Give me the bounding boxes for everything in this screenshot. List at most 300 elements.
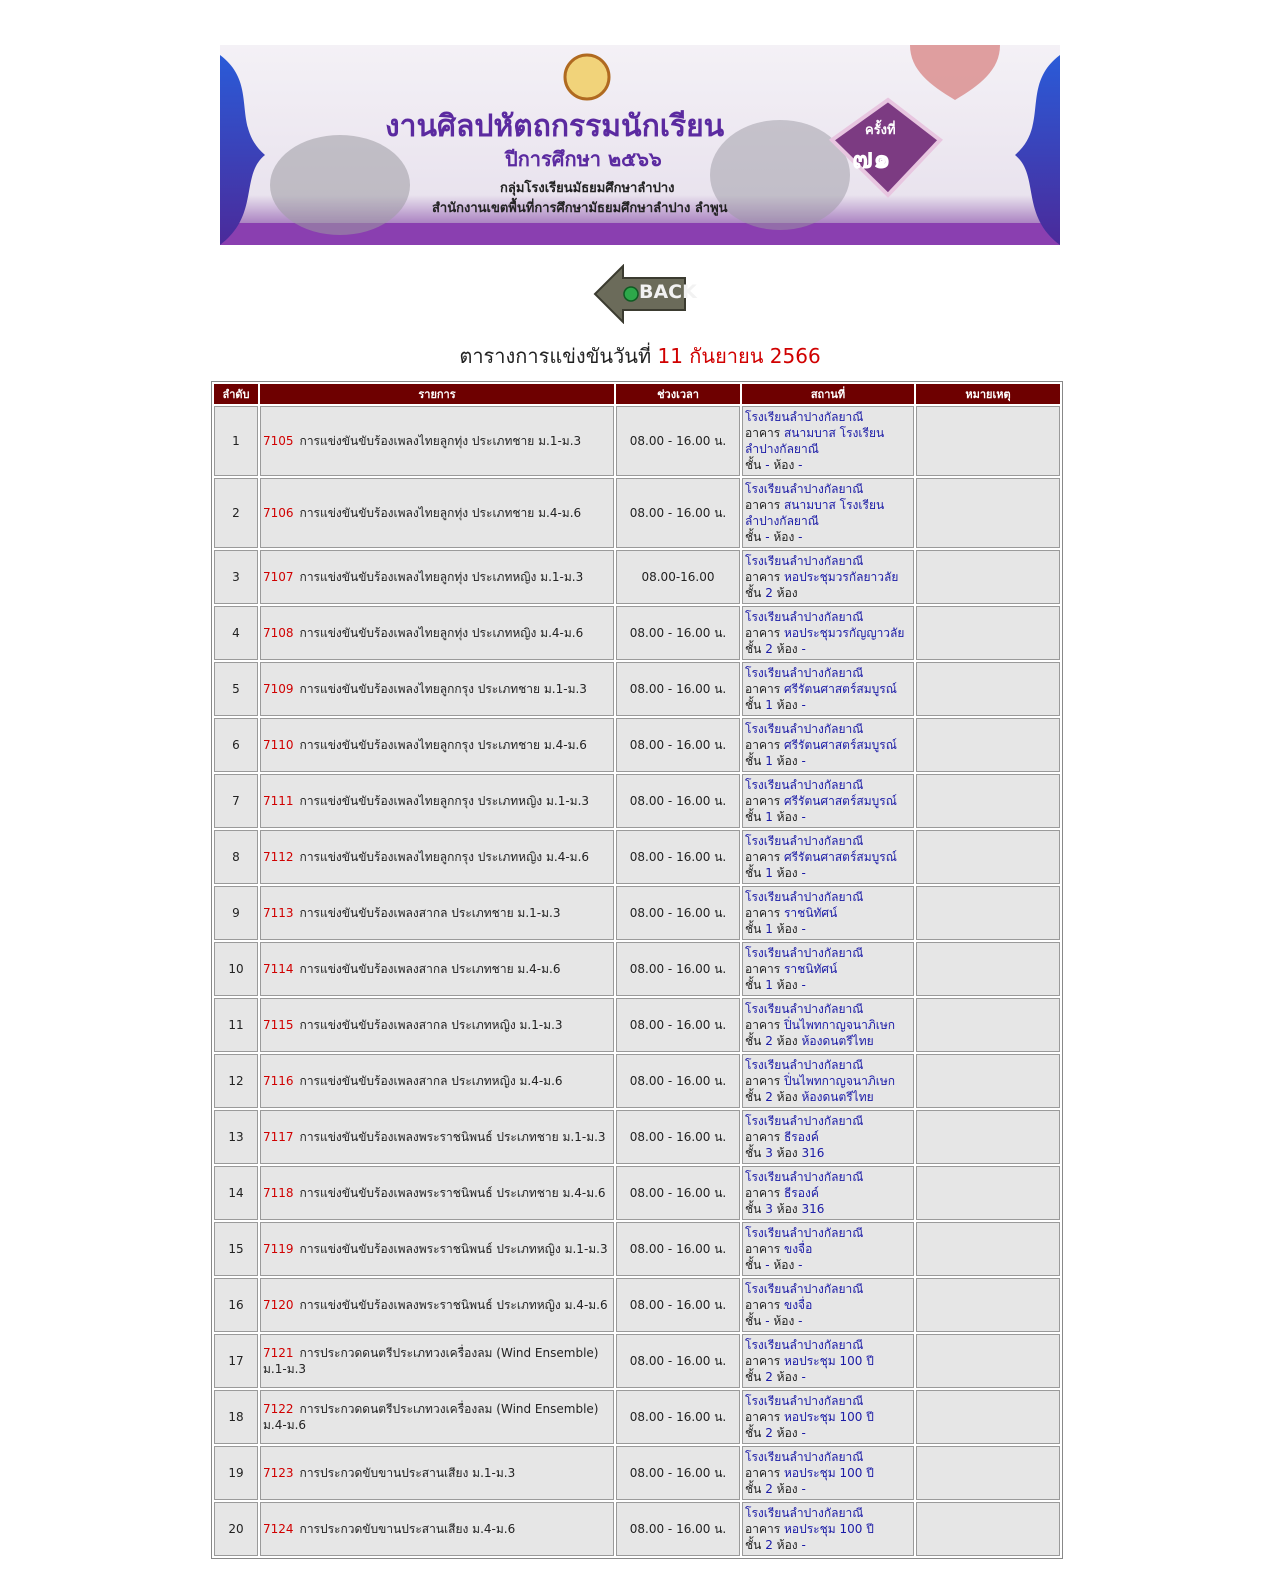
row-item xyxy=(260,1222,614,1276)
event-name: การแข่งขันขับร้องเพลงไทยลูกกรุง ประเภทชาย ม.1-ม.3 xyxy=(299,682,587,696)
banner-title: งานศิลปหัตถกรรมนักเรียน xyxy=(385,109,725,144)
school-link[interactable]: โรงเรียนลำปางกัลยาณี xyxy=(745,1282,864,1296)
floor-value: 2 xyxy=(765,1090,773,1104)
row-time: 08.00 - 16.00 น. xyxy=(616,1278,740,1332)
row-note xyxy=(916,1334,1060,1388)
event-name: การแข่งขันขับร้องเพลงสากล ประเภทหญิง ม.1-ม.3 xyxy=(299,1018,563,1032)
school-link[interactable]: โรงเรียนลำปางกัลยาณี xyxy=(745,778,864,792)
building-name: สนามบาส โรงเรียนลำปางกัลยาณี xyxy=(745,426,885,456)
building-name: หอประชุม 100 ปี xyxy=(783,1466,874,1480)
row-number: 7 xyxy=(214,774,258,828)
building-name: ธีรองค์ xyxy=(783,1186,819,1200)
table-row xyxy=(214,1446,1060,1500)
header-time: ช่วงเวลา xyxy=(616,384,740,404)
school-link[interactable]: โรงเรียนลำปางกัลยาณี xyxy=(745,1394,864,1408)
room-value: 316 xyxy=(801,1202,825,1216)
table-row xyxy=(214,1502,1060,1556)
table-row xyxy=(214,1110,1060,1164)
back-button[interactable] xyxy=(593,264,697,324)
row-note xyxy=(916,1222,1060,1276)
building-name: ศรีรัตนศาสตร์สมบูรณ์ xyxy=(783,794,897,808)
building-prefix: อาคาร xyxy=(745,498,781,512)
table-row xyxy=(214,478,1060,548)
floor-prefix: ชั้น xyxy=(745,810,762,824)
school-link[interactable]: โรงเรียนลำปางกัลยาณี xyxy=(745,610,864,624)
row-item xyxy=(260,1054,614,1108)
event-code: 7123 xyxy=(263,1466,294,1480)
building-name: หอประชุม 100 ปี xyxy=(783,1354,874,1368)
room-value: - xyxy=(801,698,806,712)
room-value: - xyxy=(798,1258,803,1272)
event-name: การแข่งขันขับร้องเพลงไทยลูกทุ่ง ประเภทหญิง ม.4-ม.6 xyxy=(299,626,584,640)
floor-prefix: ชั้น xyxy=(745,458,762,472)
building-prefix: อาคาร xyxy=(745,794,781,808)
event-code: 7117 xyxy=(263,1130,294,1144)
event-code: 7116 xyxy=(263,1074,294,1088)
row-number: 18 xyxy=(214,1390,258,1444)
floor-value: 2 xyxy=(765,1482,773,1496)
floor-prefix: ชั้น xyxy=(745,1426,762,1440)
row-time: 08.00 - 16.00 น. xyxy=(616,718,740,772)
room-value: - xyxy=(801,1370,806,1384)
table-header-row xyxy=(214,384,1060,404)
schedule-table xyxy=(211,381,1063,1559)
row-note xyxy=(916,1166,1060,1220)
row-item xyxy=(260,406,614,476)
event-name: การแข่งขันขับร้องเพลงไทยลูกทุ่ง ประเภทหญิง ม.1-ม.3 xyxy=(299,570,584,584)
floor-prefix: ชั้น xyxy=(745,866,762,880)
building-prefix: อาคาร xyxy=(745,850,781,864)
floor-value: 2 xyxy=(765,586,773,600)
event-name: การแข่งขันขับร้องเพลงสากล ประเภทชาย ม.1-ม.3 xyxy=(299,906,561,920)
row-time: 08.00 - 16.00 น. xyxy=(616,1446,740,1500)
event-code: 7120 xyxy=(263,1298,294,1312)
room-value: - xyxy=(801,754,806,768)
floor-value: 1 xyxy=(765,922,773,936)
row-location xyxy=(742,550,914,604)
room-prefix: ห้อง xyxy=(776,1146,798,1160)
row-item xyxy=(260,606,614,660)
building-name: ธีรองค์ xyxy=(783,1130,819,1144)
building-prefix: อาคาร xyxy=(745,1466,781,1480)
room-prefix: ห้อง xyxy=(773,1258,795,1272)
row-time: 08.00 - 16.00 น. xyxy=(616,1166,740,1220)
table-row xyxy=(214,406,1060,476)
event-code: 7106 xyxy=(263,506,294,520)
building-name: ปิ่นไพทกาญจนาภิเษก xyxy=(783,1018,896,1032)
table-row xyxy=(214,550,1060,604)
floor-prefix: ชั้น xyxy=(745,1370,762,1384)
building-prefix: อาคาร xyxy=(745,1186,781,1200)
room-value: - xyxy=(798,1314,803,1328)
event-name: การประกวดดนตรีประเภทวงเครื่องลม (Wind Ensemble) ม.4-ม.6 xyxy=(263,1402,599,1432)
school-link[interactable]: โรงเรียนลำปางกัลยาณี xyxy=(745,1114,864,1128)
school-link[interactable]: โรงเรียนลำปางกัลยาณี xyxy=(745,554,864,568)
room-value: ห้องดนตรีไทย xyxy=(801,1090,874,1104)
event-name: การแข่งขันขับร้องเพลงสากล ประเภทหญิง ม.4-ม.6 xyxy=(299,1074,563,1088)
floor-prefix: ชั้น xyxy=(745,922,762,936)
event-name: การแข่งขันขับร้องเพลงพระราชนิพนธ์ ประเภทหญิง ม.4-ม.6 xyxy=(299,1298,608,1312)
room-prefix: ห้อง xyxy=(776,1482,798,1496)
floor-value: 2 xyxy=(765,1034,773,1048)
table-row xyxy=(214,774,1060,828)
building-prefix: อาคาร xyxy=(745,1298,781,1312)
table-body xyxy=(214,406,1060,1556)
row-number: 10 xyxy=(214,942,258,996)
table-row xyxy=(214,830,1060,884)
building-name: หอประชุม 100 ปี xyxy=(783,1522,874,1536)
room-value: - xyxy=(801,810,806,824)
building-prefix: อาคาร xyxy=(745,962,781,976)
school-link[interactable]: โรงเรียนลำปางกัลยาณี xyxy=(745,1338,864,1352)
floor-value: - xyxy=(765,1314,770,1328)
building-prefix: อาคาร xyxy=(745,682,781,696)
row-item xyxy=(260,718,614,772)
row-time: 08.00 - 16.00 น. xyxy=(616,1054,740,1108)
row-number: 20 xyxy=(214,1502,258,1556)
school-link[interactable]: โรงเรียนลำปางกัลยาณี xyxy=(745,834,864,848)
school-link[interactable]: โรงเรียนลำปางกัลยาณี xyxy=(745,410,864,424)
building-prefix: อาคาร xyxy=(745,1074,781,1088)
floor-prefix: ชั้น xyxy=(745,1146,762,1160)
row-location xyxy=(742,774,914,828)
row-note xyxy=(916,606,1060,660)
row-item xyxy=(260,1502,614,1556)
row-time: 08.00 - 16.00 น. xyxy=(616,406,740,476)
table-row xyxy=(214,1334,1060,1388)
room-value: - xyxy=(801,642,806,656)
school-link[interactable]: โรงเรียนลำปางกัลยาณี xyxy=(745,482,864,496)
floor-prefix: ชั้น xyxy=(745,1482,762,1496)
floor-prefix: ชั้น xyxy=(745,642,762,656)
header-note: หมายเหตุ xyxy=(916,384,1060,404)
row-time: 08.00 - 16.00 น. xyxy=(616,1390,740,1444)
event-code: 7112 xyxy=(263,850,294,864)
floor-prefix: ชั้น xyxy=(745,1258,762,1272)
row-item xyxy=(260,662,614,716)
row-note xyxy=(916,1054,1060,1108)
row-location xyxy=(742,998,914,1052)
banner-group: กลุ่มโรงเรียนมัธยมศึกษาลำปาง xyxy=(500,181,675,196)
school-link[interactable]: โรงเรียนลำปางกัลยาณี xyxy=(745,1058,864,1072)
green-gem-icon xyxy=(624,287,638,301)
table-row xyxy=(214,1054,1060,1108)
event-code: 7108 xyxy=(263,626,294,640)
heading-prefix: ตารางการแข่งขันวันที่ xyxy=(459,344,652,368)
school-link[interactable]: โรงเรียนลำปางกัลยาณี xyxy=(745,946,864,960)
event-code: 7113 xyxy=(263,906,294,920)
building-prefix: อาคาร xyxy=(745,570,781,584)
floor-value: 3 xyxy=(765,1202,773,1216)
row-item xyxy=(260,998,614,1052)
row-location xyxy=(742,1166,914,1220)
event-code: 7121 xyxy=(263,1346,294,1360)
building-prefix: อาคาร xyxy=(745,626,781,640)
row-note xyxy=(916,478,1060,548)
row-time: 08.00 - 16.00 น. xyxy=(616,606,740,660)
row-location xyxy=(742,1446,914,1500)
school-link[interactable]: โรงเรียนลำปางกัลยาณี xyxy=(745,890,864,904)
floor-value: - xyxy=(765,530,770,544)
row-note xyxy=(916,774,1060,828)
event-code: 7105 xyxy=(263,434,294,448)
row-location xyxy=(742,942,914,996)
event-name: การแข่งขันขับร้องเพลงพระราชนิพนธ์ ประเภทชาย ม.1-ม.3 xyxy=(299,1130,606,1144)
event-name: การแข่งขันขับร้องเพลงไทยลูกกรุง ประเภทหญิง ม.4-ม.6 xyxy=(299,850,590,864)
floor-value: 1 xyxy=(765,698,773,712)
row-location xyxy=(742,406,914,476)
row-time: 08.00 - 16.00 น. xyxy=(616,1502,740,1556)
row-location xyxy=(742,1390,914,1444)
row-location xyxy=(742,1278,914,1332)
row-note xyxy=(916,1110,1060,1164)
row-note xyxy=(916,942,1060,996)
school-link[interactable]: โรงเรียนลำปางกัลยาณี xyxy=(745,1226,864,1240)
floor-value: 2 xyxy=(765,642,773,656)
banner-year: ปีการศึกษา ๒๕๖๖ xyxy=(505,147,662,171)
row-number: 3 xyxy=(214,550,258,604)
banner-office: สำนักงานเขตพื้นที่การศึกษามัธยมศึกษาลำปาง ลำพูน xyxy=(432,201,728,216)
row-time: 08.00 - 16.00 น. xyxy=(616,942,740,996)
row-location xyxy=(742,478,914,548)
row-note xyxy=(916,550,1060,604)
floor-value: 2 xyxy=(765,1370,773,1384)
row-time: 08.00-16.00 xyxy=(616,550,740,604)
table-row xyxy=(214,1390,1060,1444)
row-item xyxy=(260,1334,614,1388)
building-name: ขงจื่อ xyxy=(783,1298,813,1312)
event-name: การประกวดขับขานประสานเสียง ม.4-ม.6 xyxy=(299,1522,516,1536)
heading-date: 11 กันยายน 2566 xyxy=(657,344,821,368)
building-prefix: อาคาร xyxy=(745,1242,781,1256)
event-name: การประกวดขับขานประสานเสียง ม.1-ม.3 xyxy=(299,1466,516,1480)
building-prefix: อาคาร xyxy=(745,1130,781,1144)
row-location xyxy=(742,1222,914,1276)
row-note xyxy=(916,998,1060,1052)
table-row xyxy=(214,886,1060,940)
event-code: 7119 xyxy=(263,1242,294,1256)
room-prefix: ห้อง xyxy=(776,1538,798,1552)
building-name: หอประชุม 100 ปี xyxy=(783,1410,874,1424)
school-link[interactable]: โรงเรียนลำปางกัลยาณี xyxy=(745,722,864,736)
row-location xyxy=(742,886,914,940)
row-note xyxy=(916,406,1060,476)
row-time: 08.00 - 16.00 น. xyxy=(616,1110,740,1164)
table-row xyxy=(214,1278,1060,1332)
event-code: 7124 xyxy=(263,1522,294,1536)
row-number: 4 xyxy=(214,606,258,660)
table-row xyxy=(214,998,1060,1052)
row-time: 08.00 - 16.00 น. xyxy=(616,1222,740,1276)
row-number: 17 xyxy=(214,1334,258,1388)
building-prefix: อาคาร xyxy=(745,1018,781,1032)
header-location: สถานที่ xyxy=(742,384,914,404)
building-prefix: อาคาร xyxy=(745,1522,781,1536)
row-note xyxy=(916,662,1060,716)
row-number: 2 xyxy=(214,478,258,548)
floor-value: - xyxy=(765,458,770,472)
floor-prefix: ชั้น xyxy=(745,1090,762,1104)
event-name: การแข่งขันขับร้องเพลงไทยลูกทุ่ง ประเภทชาย ม.1-ม.3 xyxy=(299,434,582,448)
floor-value: 1 xyxy=(765,810,773,824)
table-row xyxy=(214,1166,1060,1220)
room-prefix: ห้อง xyxy=(776,866,798,880)
room-prefix: ห้อง xyxy=(773,530,795,544)
room-prefix: ห้อง xyxy=(776,1202,798,1216)
room-prefix: ห้อง xyxy=(776,922,798,936)
row-location xyxy=(742,830,914,884)
row-number: 19 xyxy=(214,1446,258,1500)
event-code: 7111 xyxy=(263,794,294,808)
room-value: - xyxy=(801,1538,806,1552)
floor-value: - xyxy=(765,1258,770,1272)
row-location xyxy=(742,1334,914,1388)
row-item xyxy=(260,1166,614,1220)
floor-value: 2 xyxy=(765,1426,773,1440)
event-code: 7110 xyxy=(263,738,294,752)
row-number: 1 xyxy=(214,406,258,476)
row-number: 16 xyxy=(214,1278,258,1332)
building-name: ศรีรัตนศาสตร์สมบูรณ์ xyxy=(783,738,897,752)
room-prefix: ห้อง xyxy=(776,1034,798,1048)
row-location xyxy=(742,718,914,772)
row-item xyxy=(260,550,614,604)
event-name: การแข่งขันขับร้องเพลงไทยลูกกรุง ประเภทหญิง ม.1-ม.3 xyxy=(299,794,590,808)
table-row xyxy=(214,942,1060,996)
row-number: 8 xyxy=(214,830,258,884)
room-prefix: ห้อง xyxy=(776,978,798,992)
room-prefix: ห้อง xyxy=(776,642,798,656)
event-name: การแข่งขันขับร้องเพลงพระราชนิพนธ์ ประเภทชาย ม.4-ม.6 xyxy=(299,1186,606,1200)
floor-value: 1 xyxy=(765,754,773,768)
floor-value: 2 xyxy=(765,1538,773,1552)
row-location xyxy=(742,1110,914,1164)
row-note xyxy=(916,830,1060,884)
building-name: สนามบาส โรงเรียนลำปางกัลยาณี xyxy=(745,498,885,528)
back-label: BACK xyxy=(639,281,697,303)
room-value: - xyxy=(801,978,806,992)
room-value: - xyxy=(801,922,806,936)
floor-prefix: ชั้น xyxy=(745,978,762,992)
building-prefix: อาคาร xyxy=(745,1410,781,1424)
school-link[interactable]: โรงเรียนลำปางกัลยาณี xyxy=(745,1506,864,1520)
school-link[interactable]: โรงเรียนลำปางกัลยาณี xyxy=(745,1002,864,1016)
table-row xyxy=(214,718,1060,772)
row-time: 08.00 - 16.00 น. xyxy=(616,478,740,548)
row-time: 08.00 - 16.00 น. xyxy=(616,886,740,940)
event-name: การประกวดดนตรีประเภทวงเครื่องลม (Wind Ensemble) ม.1-ม.3 xyxy=(263,1346,599,1376)
row-item xyxy=(260,830,614,884)
event-banner xyxy=(220,45,1060,245)
room-value: - xyxy=(801,1426,806,1440)
banner-round-label: ครั้งที่ xyxy=(865,123,896,138)
row-note xyxy=(916,1278,1060,1332)
event-code: 7107 xyxy=(263,570,294,584)
row-location xyxy=(742,606,914,660)
event-code: 7114 xyxy=(263,962,294,976)
building-name: ศรีรัตนศาสตร์สมบูรณ์ xyxy=(783,850,897,864)
row-note xyxy=(916,718,1060,772)
school-link[interactable]: โรงเรียนลำปางกัลยาณี xyxy=(745,1450,864,1464)
table-row xyxy=(214,1222,1060,1276)
row-item xyxy=(260,886,614,940)
floor-value: 1 xyxy=(765,978,773,992)
row-number: 9 xyxy=(214,886,258,940)
room-prefix: ห้อง xyxy=(776,1370,798,1384)
floor-value: 1 xyxy=(765,866,773,880)
row-item xyxy=(260,942,614,996)
floor-prefix: ชั้น xyxy=(745,586,762,600)
room-prefix: ห้อง xyxy=(776,754,798,768)
row-item xyxy=(260,1390,614,1444)
building-name: ราชนิทัศน์ xyxy=(783,962,838,976)
building-name: หอประชุมวรกัลยาวลัย xyxy=(783,570,899,584)
building-name: ศรีรัตนศาสตร์สมบูรณ์ xyxy=(783,682,897,696)
event-code: 7122 xyxy=(263,1402,294,1416)
room-prefix: ห้อง xyxy=(773,458,795,472)
room-value: ห้องดนตรีไทย xyxy=(801,1034,874,1048)
building-prefix: อาคาร xyxy=(745,738,781,752)
row-number: 6 xyxy=(214,718,258,772)
event-name: การแข่งขันขับร้องเพลงไทยลูกทุ่ง ประเภทชาย ม.4-ม.6 xyxy=(299,506,582,520)
floor-prefix: ชั้น xyxy=(745,1314,762,1328)
event-code: 7115 xyxy=(263,1018,294,1032)
header-no: ลำดับ xyxy=(214,384,258,404)
row-number: 14 xyxy=(214,1166,258,1220)
row-location xyxy=(742,1054,914,1108)
building-prefix: อาคาร xyxy=(745,1354,781,1368)
row-number: 5 xyxy=(214,662,258,716)
row-location xyxy=(742,662,914,716)
building-name: ขงจื่อ xyxy=(783,1242,813,1256)
row-item xyxy=(260,1446,614,1500)
floor-prefix: ชั้น xyxy=(745,1034,762,1048)
row-note xyxy=(916,886,1060,940)
building-prefix: อาคาร xyxy=(745,906,781,920)
row-note xyxy=(916,1390,1060,1444)
building-name: ปิ่นไพทกาญจนาภิเษก xyxy=(783,1074,896,1088)
room-prefix: ห้อง xyxy=(776,586,798,600)
room-prefix: ห้อง xyxy=(776,698,798,712)
row-item xyxy=(260,1278,614,1332)
row-time: 08.00 - 16.00 น. xyxy=(616,998,740,1052)
row-number: 12 xyxy=(214,1054,258,1108)
room-value: - xyxy=(798,530,803,544)
event-name: การแข่งขันขับร้องเพลงไทยลูกกรุง ประเภทชาย ม.4-ม.6 xyxy=(299,738,587,752)
row-time: 08.00 - 16.00 น. xyxy=(616,830,740,884)
table-row xyxy=(214,662,1060,716)
floor-prefix: ชั้น xyxy=(745,698,762,712)
row-number: 13 xyxy=(214,1110,258,1164)
header-item: รายการ xyxy=(260,384,614,404)
building-name: ราชนิทัศน์ xyxy=(783,906,838,920)
page-heading xyxy=(0,340,1280,372)
room-value: - xyxy=(801,1482,806,1496)
row-location xyxy=(742,1502,914,1556)
event-name: การแข่งขันขับร้องเพลงสากล ประเภทชาย ม.4-ม.6 xyxy=(299,962,561,976)
row-time: 08.00 - 16.00 น. xyxy=(616,774,740,828)
floor-prefix: ชั้น xyxy=(745,1202,762,1216)
building-prefix: อาคาร xyxy=(745,426,781,440)
row-number: 15 xyxy=(214,1222,258,1276)
school-link[interactable]: โรงเรียนลำปางกัลยาณี xyxy=(745,666,864,680)
banner-round-number: ๗๑ xyxy=(852,142,891,175)
room-prefix: ห้อง xyxy=(776,1090,798,1104)
floor-prefix: ชั้น xyxy=(745,1538,762,1552)
table-row xyxy=(214,606,1060,660)
row-time: 08.00 - 16.00 น. xyxy=(616,1334,740,1388)
school-link[interactable]: โรงเรียนลำปางกัลยาณี xyxy=(745,1170,864,1184)
